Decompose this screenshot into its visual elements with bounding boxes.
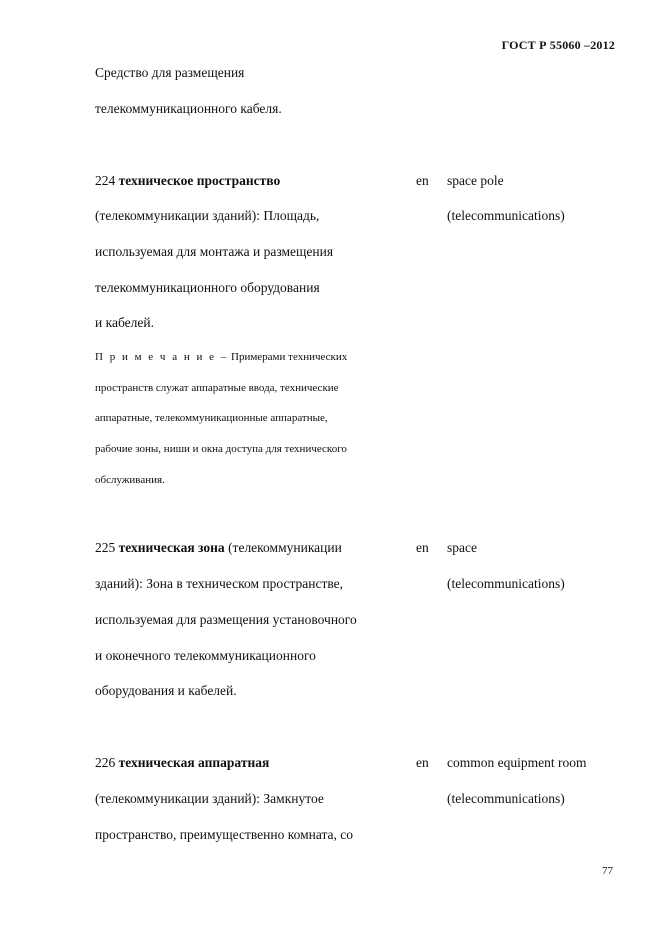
entry-term: техническая аппаратная [118, 755, 270, 770]
entry-224-note-line-3: аппаратные, телекоммуникационные аппаратные, [95, 412, 328, 424]
entry-term: техническая зона [118, 540, 225, 555]
entry-224-note-first-line [95, 350, 347, 364]
entry-225-definition-line-1: зданий): Зона в техническом пространстве, [95, 576, 344, 591]
entry-226-definition-line-1: (телекоммуникации зданий): Замкнутое [95, 791, 324, 806]
entry-224-definition-line-4: и кабелей. [95, 315, 154, 330]
entry-term: техническое пространство [118, 173, 281, 188]
intro-line-2: телекоммуникационного кабеля. [95, 101, 282, 116]
page-number: 77 [602, 865, 613, 877]
entry-224-en-term: space pole [447, 173, 504, 188]
entry-number: 224 [95, 173, 116, 188]
entry-225-definition-line-2: используемая для размещения установочного [95, 612, 357, 627]
entry-226-en-context: (telecommunications) [447, 791, 565, 806]
entry-224-note-line-2: пространств служат аппаратные ввода, технические [95, 382, 339, 394]
entry-224-note-line-5: обслуживания. [95, 474, 165, 486]
entry-225-heading [95, 539, 342, 557]
entry-225-en-term: space [447, 540, 477, 555]
entry-224-en-context: (telecommunications) [447, 208, 565, 223]
entry-226-heading [95, 754, 269, 772]
entry-224-definition-line-2: используемая для монтажа и размещения [95, 244, 334, 259]
entry-225-definition-line-4: оборудования и кабелей. [95, 683, 237, 698]
entry-226-en-term: common equipment room [447, 755, 587, 770]
entry-226-lang: en [416, 755, 429, 770]
entry-224-lang: en [416, 173, 429, 188]
entry-224-heading [95, 172, 280, 190]
entry-224-definition-line-3: телекоммуникационного оборудования [95, 280, 320, 295]
intro-line-1: Средство для размещения [95, 65, 245, 80]
entry-number: 225 [95, 540, 116, 555]
document-header: ГОСТ Р 55060 –2012 [501, 38, 615, 52]
entry-rest: (телекоммуникации [228, 540, 342, 555]
entry-225-en-context: (telecommunications) [447, 576, 565, 591]
entry-225-lang: en [416, 540, 429, 555]
entry-number: 226 [95, 755, 116, 770]
note-label: П р и м е ч а н и е – [95, 351, 229, 363]
entry-225-definition-line-3: и оконечного телекоммуникационного [95, 648, 316, 663]
entry-224-definition-line-1: (телекоммуникации зданий): Площадь, [95, 208, 320, 223]
entry-226-definition-line-2: пространство, преимущественно комната, со [95, 827, 354, 842]
entry-224-note-line-4: рабочие зоны, ниши и окна доступа для технического [95, 443, 347, 455]
note-text: Примерами технических [231, 351, 348, 363]
